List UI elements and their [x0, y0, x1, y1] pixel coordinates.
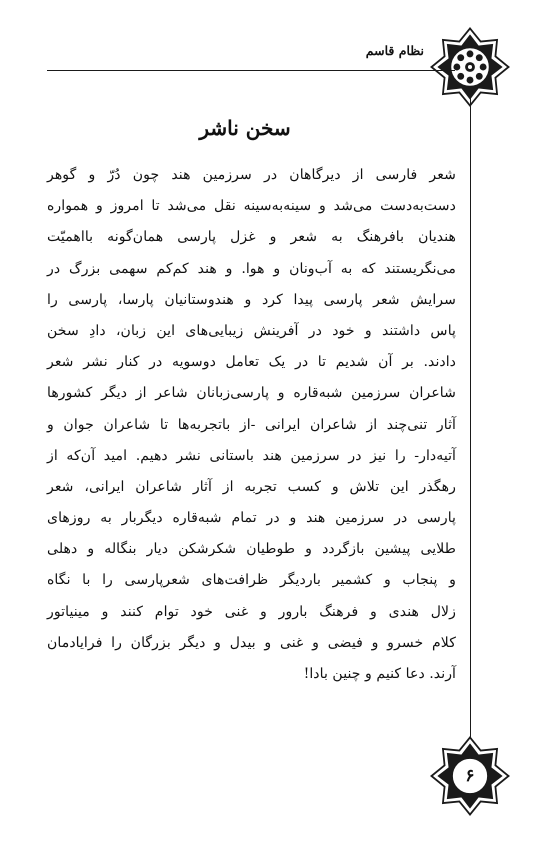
page-number: ۶ — [465, 766, 475, 786]
body-line: پارسی در سرزمین هند و در تمام شبه‌قاره دیگربار به روزهای — [47, 510, 456, 527]
rosette-ornament-icon — [429, 26, 511, 108]
body-paragraph — [47, 160, 456, 690]
body-line: هندیان بافرهنگ به شعر و غزل پارسی همان‌گونه بااهمیّت — [47, 229, 456, 246]
body-line: سرایش شعر پارسی پیدا کرد و هندوستانیان پارسا، پارسی را — [47, 291, 456, 308]
body-line: کلام خسرو و فیضی و غنی و بیدل و دیگر بزرگان را فرایادمان — [47, 634, 456, 651]
body-line: شعر فارسی از دیرگاهان در سرزمین هند چون دُرّ و گوهر — [47, 167, 456, 183]
body-line: رهگذر این تلاش و کسب تجربه از آثار شاعران ایرانی، شعر — [47, 478, 456, 495]
body-line: و پنجاب و کشمیر باردیگر ظرافت‌های شعرپارسی را با نگاه — [47, 572, 456, 589]
body-line: آثار تنی‌چند از شاعران ایرانی -از باتجربه‌ها تا شاعران جوان و — [47, 416, 456, 433]
margin-rule — [470, 98, 471, 743]
body-line: دادند. بر آن شدیم تا در یک تعامل دوسویه در کنار نشر شعر — [47, 354, 456, 371]
body-line: آرند. دعا کنیم و چنین بادا! — [303, 666, 456, 682]
section-title: سخن ناشر — [199, 116, 291, 140]
body-line: طلایی پیشین بازگردد و طوطیان شکرشکن دیار بنگاله و دهلی — [47, 541, 456, 558]
body-line: می‌نگریستند که به آب‌ونان و هوا. و هند کم‌کم سهمی بزرگ در — [47, 260, 456, 277]
body-line: زلال هندی و فرهنگ بارور و غنی خود توام کنند و مینیاتور — [47, 603, 456, 620]
body-line: پاس داشتند و خود در آفرینش زیبایی‌های این زبان، دادِ سخن — [47, 322, 456, 339]
running-head-author: نظام قاسم — [365, 43, 424, 58]
body-line: آتیه‌دار- را نیز در سرزمین هند باستانی نشر دهیم. امید آن‌که از — [47, 447, 456, 464]
header-rule — [47, 70, 455, 71]
body-line: شاعران سرزمین شبه‌قاره و پارسی‌زبانان شاعر از دیگر کشورها — [47, 385, 456, 402]
body-line: دست‌به‌دست می‌شد و سینه‌به‌سینه نقل می‌شد تا امروز و همواره — [47, 198, 456, 215]
